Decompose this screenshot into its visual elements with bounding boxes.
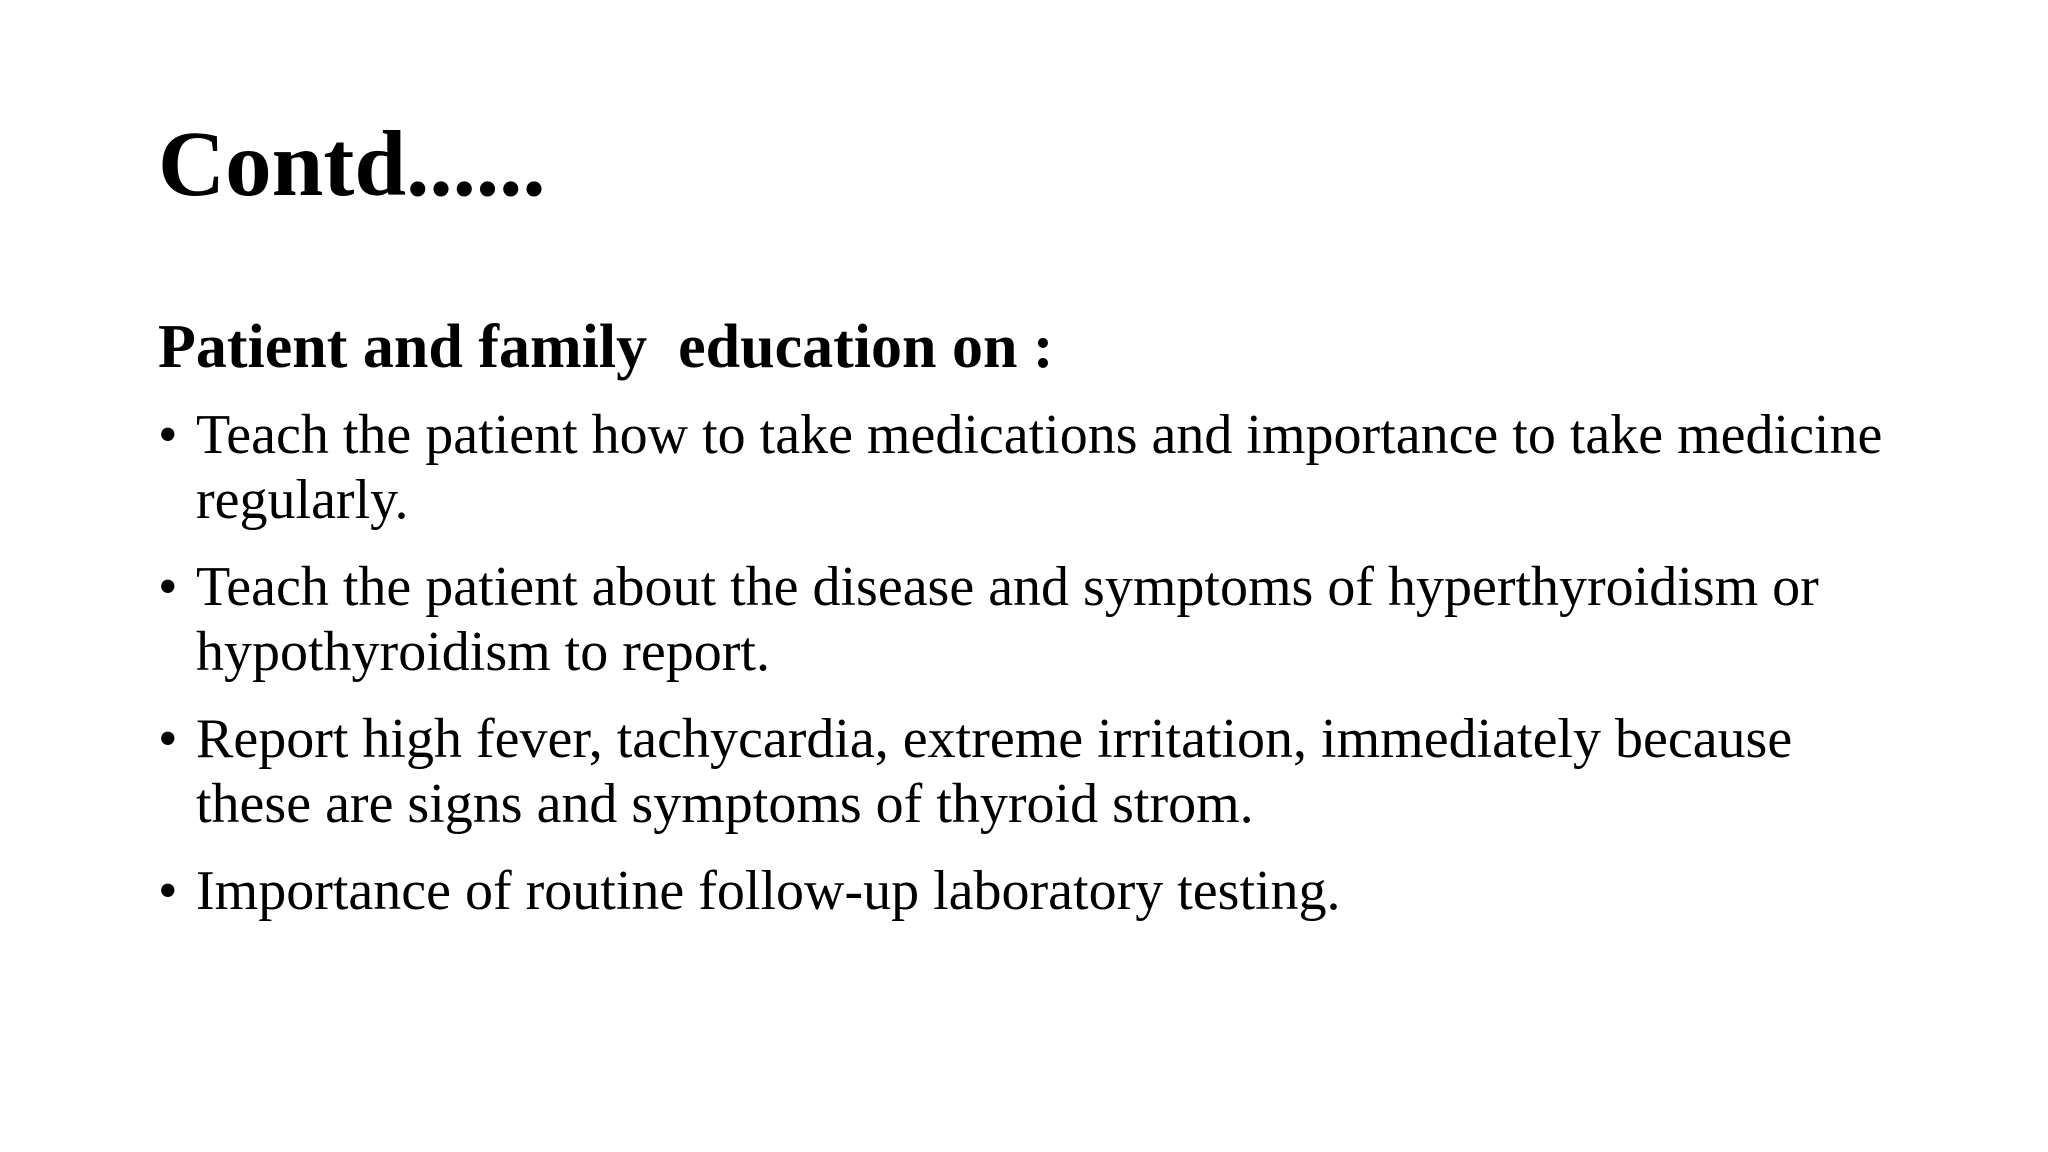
- bullet-item-disease-symptoms: [158, 555, 1918, 685]
- bullet-text: Report high fever, tachycardia, extreme irritation, immediately because these are signs and symptoms of thyroid strom.: [196, 708, 1793, 836]
- bullet-text: Teach the patient about the disease and symptoms of hyperthyroidism or hypothyroidism to report.: [196, 556, 1819, 684]
- bullet-icon: •: [158, 404, 178, 467]
- bullet-item-report-signs: [158, 707, 1918, 837]
- slide-content: [158, 312, 1918, 946]
- bullet-icon: •: [158, 708, 178, 771]
- bullet-icon: •: [158, 556, 178, 619]
- bullet-icon: •: [158, 860, 178, 923]
- bullet-item-lab-testing: [158, 859, 1918, 924]
- section-subheading: Patient and family education on :: [158, 313, 1054, 381]
- bullet-text: Teach the patient how to take medications and importance to take medicine regularly.: [196, 404, 1883, 532]
- bullet-list: [158, 403, 1918, 924]
- slide-title: Contd......: [158, 113, 546, 216]
- bullet-text: Importance of routine follow-up laboratory testing.: [196, 860, 1341, 923]
- bullet-item-medications: [158, 403, 1918, 533]
